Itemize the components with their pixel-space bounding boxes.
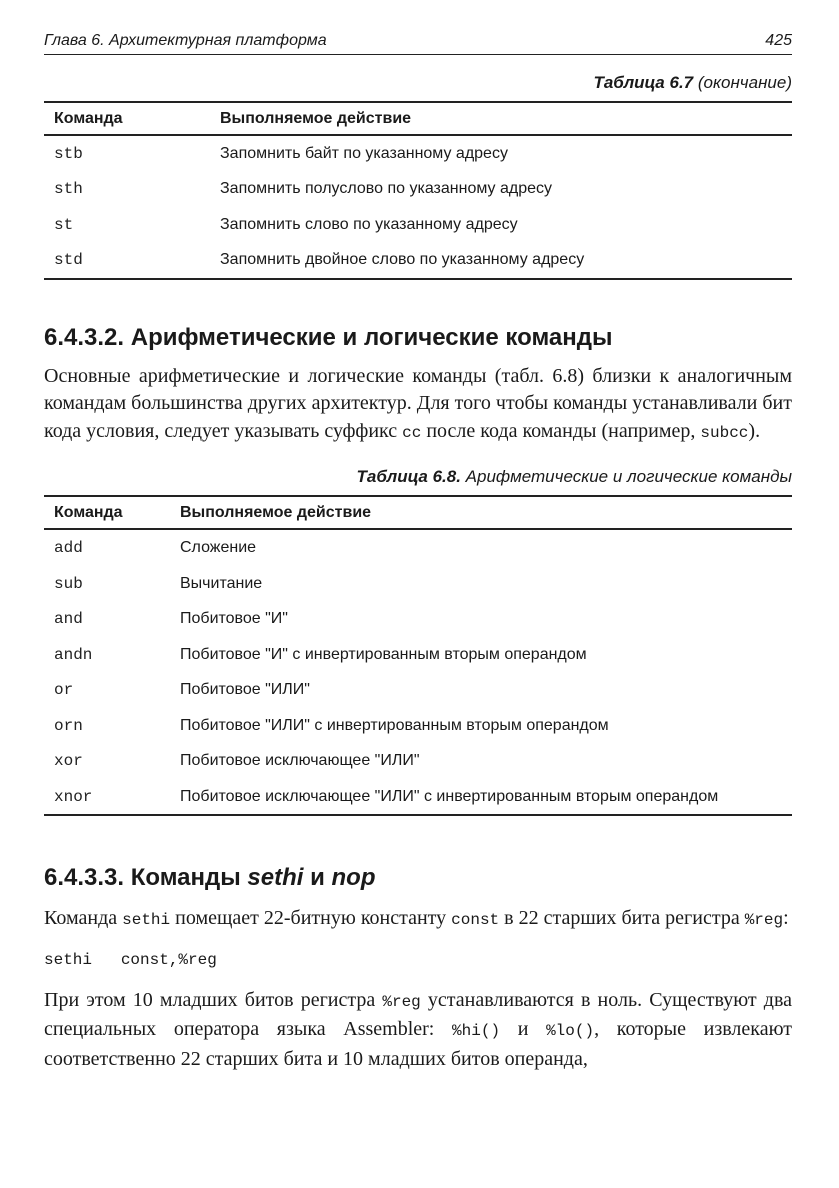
paragraph-arithmetic	[44, 363, 792, 448]
paragraph-hi-lo	[44, 987, 792, 1074]
action-cell: Запомнить байт по указанному адресу	[220, 144, 508, 162]
action-cell: Запомнить двойное слово по указанному адресу	[210, 243, 792, 280]
table-row	[44, 135, 792, 172]
commands-table-arithmetic	[44, 495, 792, 816]
heading-keyword: sethi	[247, 864, 304, 892]
action-cell: Сложение	[180, 539, 257, 557]
column-header-command: Команда	[44, 496, 170, 529]
table-row	[44, 672, 792, 708]
action-cell: Побитовое "И"	[180, 610, 288, 628]
table-row	[44, 637, 792, 673]
text-run: При этом 10 младших битов регистра	[44, 988, 383, 1011]
action-cell: Запомнить слово по указанному адресу	[220, 215, 518, 233]
inline-code: %lo()	[546, 1022, 595, 1041]
heading-keyword: nop	[331, 864, 376, 892]
section-heading-arithmetic: 6.4.3.2. Арифметические и логические команды	[44, 324, 613, 351]
table-caption-text: Арифметические и логические команды	[465, 467, 792, 487]
code-example: sethi const,%reg	[44, 950, 217, 969]
table-row	[44, 743, 792, 779]
text-run: устанавливаются в ноль. Существуют два специальных оператора языка Assembler:	[44, 988, 792, 1041]
command-cell: add	[54, 539, 83, 558]
action-cell: Побитовое "И" с инвертированным вторым операндом	[180, 645, 587, 663]
table-header-row	[44, 496, 792, 529]
action-cell: Вычитание	[180, 574, 263, 592]
table-row	[44, 566, 792, 602]
text-run: Команда	[44, 907, 123, 930]
inline-code: cc	[402, 423, 422, 442]
table-caption-label: Таблица 6.8.	[356, 467, 461, 487]
text-run: в 22 старших бита регистра	[499, 907, 745, 930]
text-run: после кода команды (например,	[421, 419, 701, 442]
table-caption	[44, 73, 792, 93]
action-cell: Побитовое исключающее "ИЛИ" с инвертированным вторым операндом	[170, 779, 792, 816]
command-cell: xor	[54, 752, 83, 771]
table-caption-text: (окончание)	[697, 73, 792, 92]
text-run: :	[783, 907, 789, 930]
text-run: , которые извлекают соответственно 22 старших бита и 10 младших битов операнда,	[44, 1018, 792, 1070]
command-cell: sub	[54, 574, 83, 593]
command-cell: stb	[54, 144, 83, 163]
command-cell: std	[44, 243, 210, 280]
table-header-row	[44, 102, 792, 135]
command-cell: and	[54, 610, 83, 629]
inline-code: %reg	[744, 911, 784, 930]
section-heading-sethi-nop	[44, 864, 792, 893]
command-cell: xnor	[44, 779, 170, 816]
text-run: помещает 22-битную константу	[170, 907, 452, 930]
table-row	[44, 207, 792, 243]
command-cell: andn	[54, 645, 93, 664]
table-row	[44, 243, 792, 280]
inline-code: %reg	[382, 992, 421, 1011]
text-run: Основные арифметические и логические команды (табл. 6.8) близки к аналогичным командам большинства других архитектур. Для того чтобы команды устанавливали бит кода условия, следует указывать суффикс	[44, 364, 792, 442]
column-header-command: Команда	[44, 102, 210, 135]
table-caption	[44, 467, 792, 487]
action-cell: Побитовое "ИЛИ" с инвертированным вторым операндом	[180, 716, 609, 734]
page-number: 425	[765, 32, 792, 49]
table-row	[44, 529, 792, 566]
chapter-title: Глава 6. Архитектурная платформа	[44, 32, 327, 49]
inline-code: sethi	[122, 911, 171, 930]
command-cell: sth	[54, 180, 83, 199]
heading-text: и	[303, 864, 332, 892]
action-cell: Запомнить полуслово по указанному адресу	[220, 180, 552, 198]
inline-code: %hi()	[452, 1022, 501, 1041]
command-cell: orn	[54, 716, 83, 735]
inline-code: const	[451, 911, 500, 930]
text-run: ).	[748, 419, 761, 442]
running-header	[44, 32, 792, 55]
command-cell: st	[54, 215, 74, 234]
table-caption-label: Таблица 6.7	[593, 73, 694, 92]
commands-table-store	[44, 101, 792, 280]
paragraph-sethi	[44, 905, 792, 935]
book-page	[44, 32, 792, 1073]
column-header-action: Выполняемое действие	[170, 496, 792, 529]
action-cell: Побитовое "ИЛИ"	[180, 681, 310, 699]
heading-text: 6.4.3.3. Команды	[44, 864, 248, 892]
table-row	[44, 779, 792, 816]
text-run: и	[500, 1018, 547, 1041]
command-cell: or	[54, 681, 74, 700]
column-header-action: Выполняемое действие	[210, 102, 792, 135]
table-row	[44, 601, 792, 637]
table-row	[44, 172, 792, 208]
action-cell: Побитовое исключающее "ИЛИ"	[180, 752, 420, 770]
table-row	[44, 708, 792, 744]
inline-code: subcc	[700, 423, 749, 442]
